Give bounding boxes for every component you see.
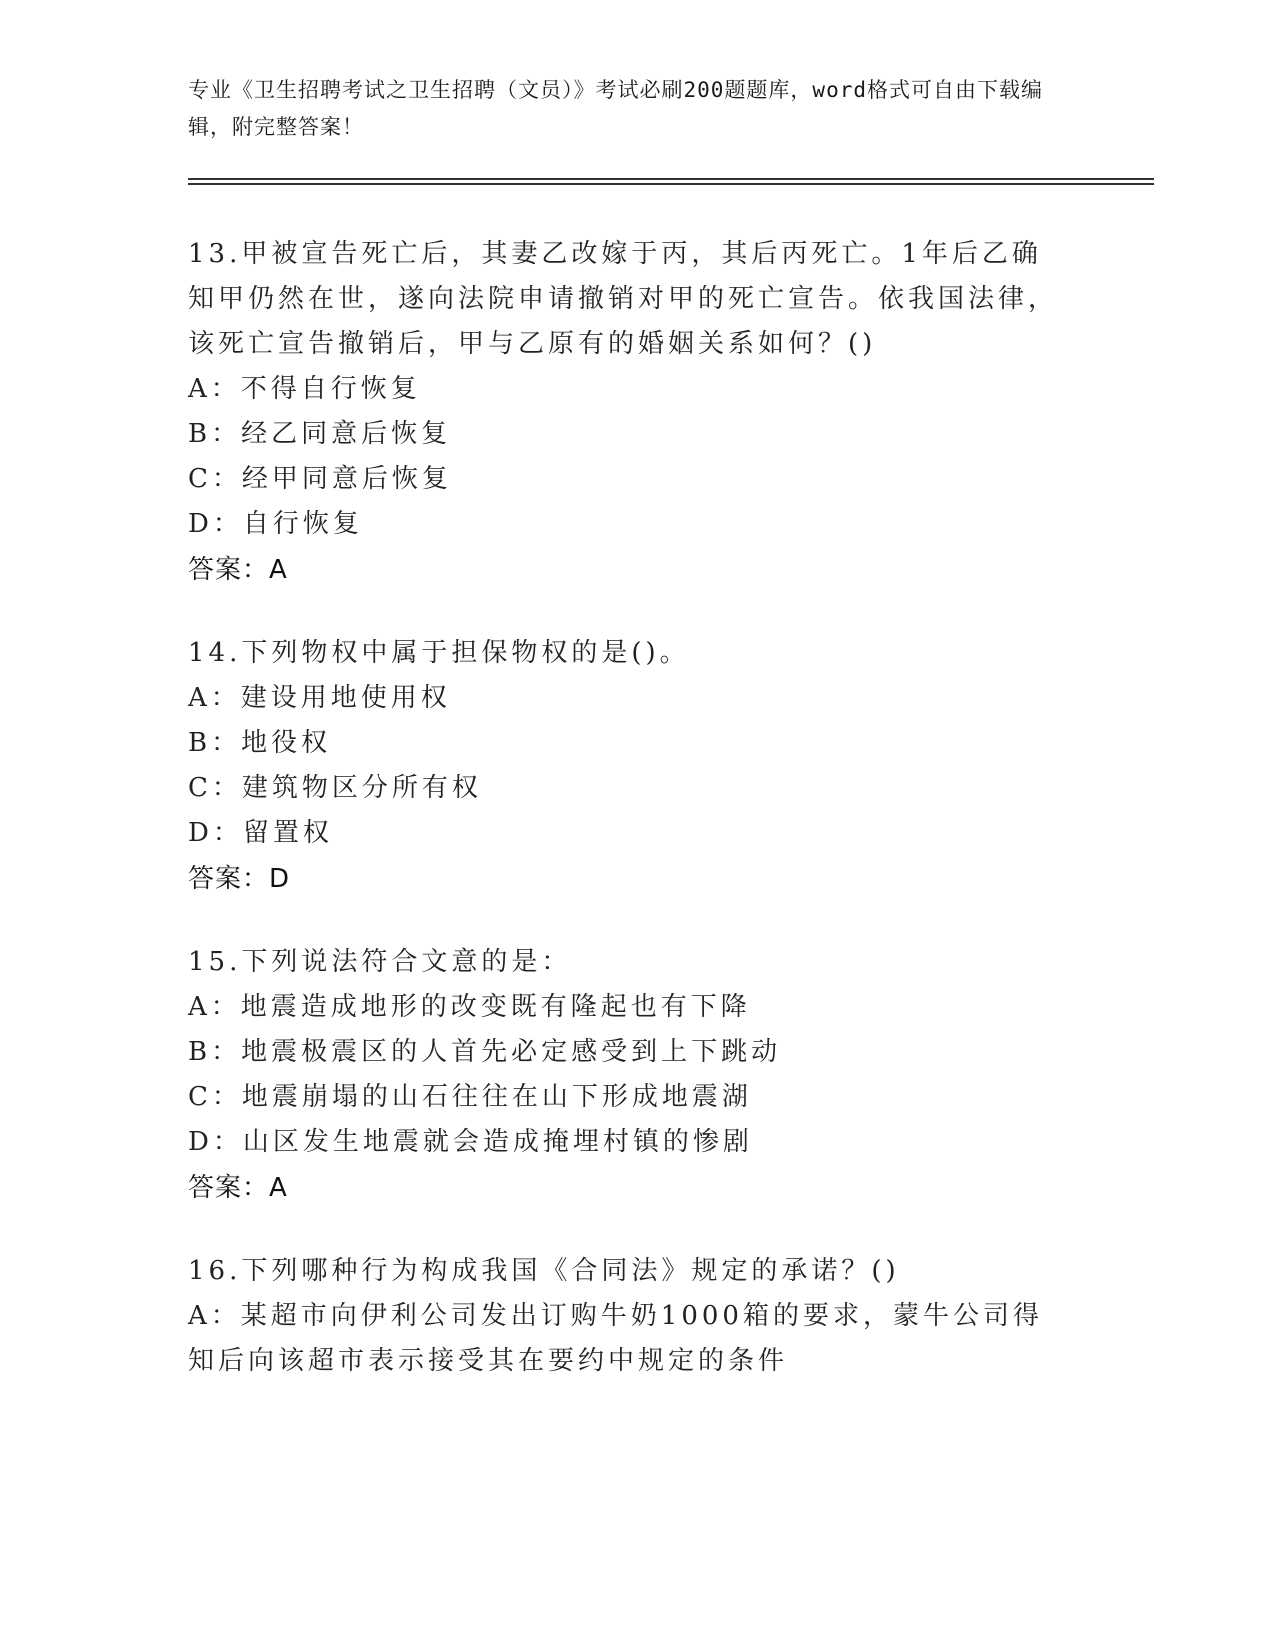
answer: 答案：A bbox=[188, 1173, 288, 1203]
header-divider-bottom bbox=[188, 183, 1154, 185]
question-text: 15.下列说法符合文意的是： bbox=[188, 947, 572, 977]
answer: 答案：D bbox=[188, 864, 291, 894]
option-b: B：经乙同意后恢复 bbox=[188, 419, 452, 449]
question-15 bbox=[188, 940, 1068, 1211]
document-header: 专业《卫生招聘考试之卫生招聘（文员）》考试必刷200题题库，word格式可自由下载编辑，附完整答案！ bbox=[188, 78, 1043, 139]
option-c: C：建筑物区分所有权 bbox=[188, 773, 482, 803]
question-text: 14.下列物权中属于担保物权的是()。 bbox=[188, 638, 690, 668]
header-divider-top bbox=[188, 178, 1154, 180]
option-d: D：山区发生地震就会造成掩埋村镇的惨剧 bbox=[188, 1127, 753, 1157]
option-d: D：留置权 bbox=[188, 818, 333, 848]
option-b: B：地震极震区的人首先必定感受到上下跳动 bbox=[188, 1037, 782, 1067]
option-c: C：经甲同意后恢复 bbox=[188, 464, 452, 494]
question-14 bbox=[188, 631, 1068, 902]
option-c: C：地震崩塌的山石往往在山下形成地震湖 bbox=[188, 1082, 752, 1112]
answer: 答案：A bbox=[188, 555, 288, 585]
option-a: A：地震造成地形的改变既有隆起也有下降 bbox=[188, 992, 751, 1022]
option-a: A：某超市向伊利公司发出订购牛奶1000箱的要求，蒙牛公司得知后向该超市表示接受其在要约中规定的条件 bbox=[188, 1301, 1043, 1376]
option-a: A：建设用地使用权 bbox=[188, 683, 451, 713]
question-16 bbox=[188, 1249, 1068, 1384]
question-13 bbox=[188, 232, 1068, 593]
question-text: 13.甲被宣告死亡后，其妻乙改嫁于丙，其后丙死亡。1年后乙确知甲仍然在世，遂向法院申请撤销对甲的死亡宣告。依我国法律，该死亡宣告撤销后，甲与乙原有的婚姻关系如何？() bbox=[188, 239, 1059, 359]
option-a: A：不得自行恢复 bbox=[188, 374, 421, 404]
question-text: 16.下列哪种行为构成我国《合同法》规定的承诺？() bbox=[188, 1256, 900, 1286]
option-d: D：自行恢复 bbox=[188, 509, 363, 539]
question-list bbox=[188, 232, 1068, 1422]
option-b: B：地役权 bbox=[188, 728, 332, 758]
